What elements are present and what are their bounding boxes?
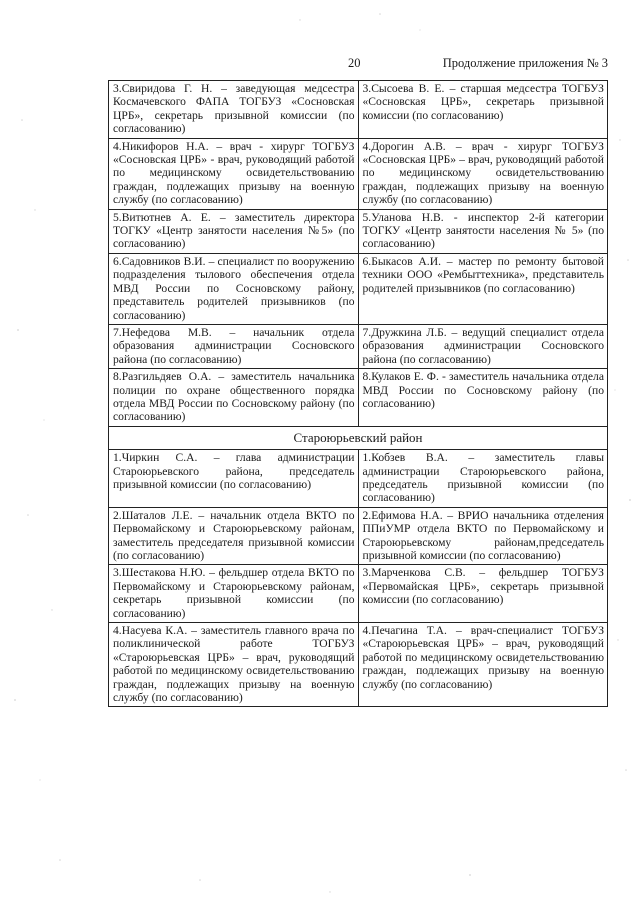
- reserve-member-cell: 4.Дорогин А.В. – врач - хирург ТОГБУЗ «Сосновская ЦРБ» – врач, руководящий работой по медицинскому освидетельствованию граждан, подлежащих призыву на военную службу (по согласованию): [358, 138, 608, 209]
- main-member-cell: 1.Чиркин С.А. – глава администрации Староюрьевского района, председатель призывной комиссии (по согласованию): [109, 450, 359, 508]
- main-member-cell: 3.Свиридова Г. Н. – заведующая медсестра Космачевского ФАПА ТОГБУЗ «Сосновская ЦРБ», секретарь призывной комиссии (по согласованию): [109, 81, 359, 139]
- main-member-cell: 3.Шестакова Н.Ю. – фельдшер отдела ВКТО по Первомайскому и Староюрьевскому районам, секретарь призывной комиссии (по согласованию): [109, 565, 359, 623]
- table-row: [109, 209, 608, 253]
- table-row: [109, 507, 608, 565]
- main-member-cell: 2.Шаталов Л.Е. – начальник отдела ВКТО по Первомайскому и Староюрьевскому районам, заместитель председателя призывной комиссии (по согласованию): [109, 507, 359, 565]
- reserve-member-cell: 7.Дружкина Л.Б. – ведущий специалист отдела образования администрации Сосновского района (по согласованию): [358, 324, 608, 368]
- reserve-member-cell: 1.Кобзев В.А. – заместитель главы администрации Староюрьевского района, председатель призывной комиссии (по согласованию): [358, 450, 608, 508]
- main-member-cell: 5.Витютнев А. Е. – заместитель директора ТОГКУ «Центр занятости населения №5» (по согласованию): [109, 209, 359, 253]
- table-row: [109, 450, 608, 508]
- table-row: [109, 138, 608, 209]
- reserve-member-cell: 3.Сысоева В. Е. – старшая медсестра ТОГБУЗ «Сосновская ЦРБ», секретарь призывной комиссии (по согласованию): [358, 81, 608, 139]
- page-number: 20: [348, 56, 361, 70]
- reserve-member-cell: 4.Печагина Т.А. – врач-специалист ТОГБУЗ «Староюрьевская ЦРБ» – врач, руководящий работой по медицинскому освидетельствованию граждан, подлежащих призыву на военную службу (по согласованию): [358, 623, 608, 707]
- main-member-cell: 4.Никифоров Н.А. – врач - хирург ТОГБУЗ «Сосновская ЦРБ» - врач, руководящий работой по медицинскому освидетельствованию граждан, подлежащих призыву на военную службу (по согласованию): [109, 138, 359, 209]
- section-title: Староюрьевский район: [109, 426, 608, 449]
- main-member-cell: 6.Садовников В.И. – специалист по вооружению подразделения тылового обеспечения отдела МВД России по Сосновскому району, представитель родителей призывников (по согласованию): [109, 253, 359, 324]
- appendix-note: Продолжение приложения № 3: [442, 56, 608, 70]
- table-row: [109, 81, 608, 139]
- table-row: [109, 253, 608, 324]
- reserve-member-cell: 8.Кулаков Е. Ф. - заместитель начальника отдела МВД России по Сосновскому району (по согласованию): [358, 369, 608, 427]
- reserve-member-cell: 3.Марченкова С.В. – фельдшер ТОГБУЗ «Первомайская ЦРБ», секретарь призывной комиссии (по согласованию): [358, 565, 608, 623]
- table-row: [109, 369, 608, 427]
- page-header: [108, 56, 608, 74]
- main-member-cell: 8.Разгильдяев О.А. – заместитель начальника полиции по охране общественного порядка отдела МВД России по Сосновскому району (по согласованию): [109, 369, 359, 427]
- reserve-member-cell: 2.Ефимова Н.А. – ВРИО начальника отделения ППиУМР отдела ВКТО по Первомайскому и Староюрьевскому районам,председатель призывной комиссии (по согласованию): [358, 507, 608, 565]
- reserve-member-cell: 5.Уланова Н.В. - инспектор 2-й категории ТОГКУ «Центр занятости населения № 5» (по согласованию): [358, 209, 608, 253]
- commission-table: [108, 80, 608, 707]
- main-member-cell: 7.Нефедова М.В. – начальник отдела образования администрации Сосновского района (по согласованию): [109, 324, 359, 368]
- table-row: [109, 623, 608, 707]
- table-row: [109, 565, 608, 623]
- main-member-cell: 4.Насуева К.А. – заместитель главного врача по поликлинической работе ТОГБУЗ «Староюрьевская ЦРБ» – врач, руководящий работой по медицинскому освидетельствованию граждан, подлежащих призыву на военную службу (по согласованию): [109, 623, 359, 707]
- section-row: [109, 426, 608, 449]
- reserve-member-cell: 6.Быкасов А.И. – мастер по ремонту бытовой техники ООО «Рембыттехника», представитель родителей призывников (по согласованию): [358, 253, 608, 324]
- table-row: [109, 324, 608, 368]
